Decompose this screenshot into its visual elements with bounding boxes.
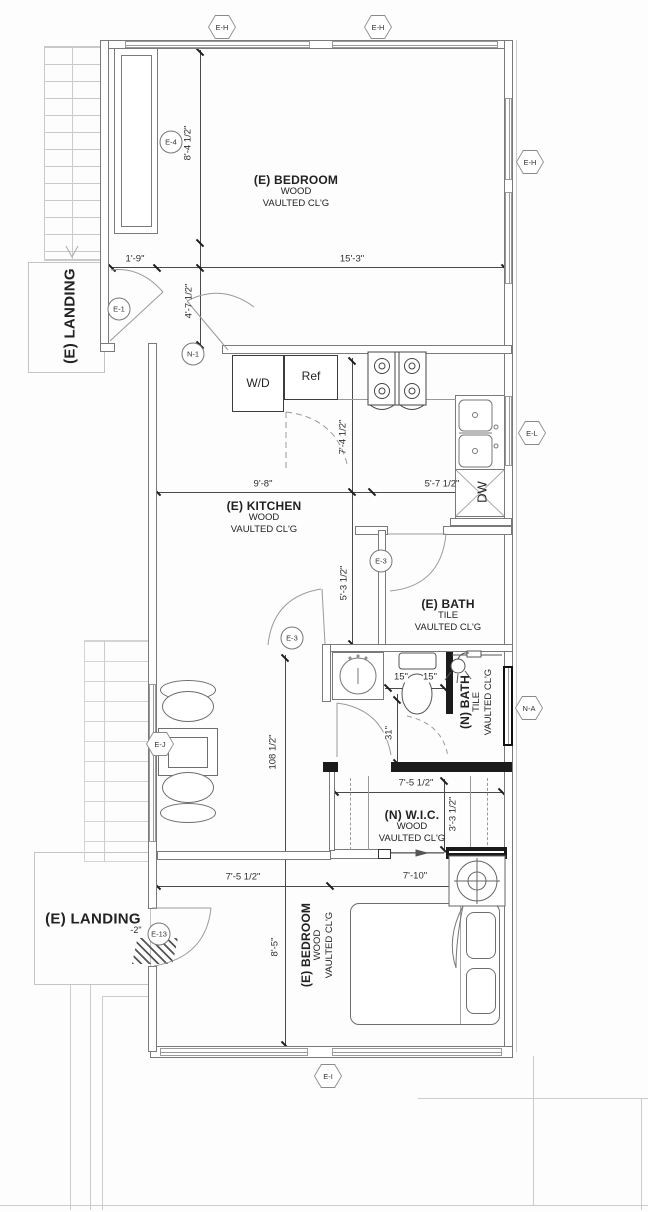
dim-toilet-left: 15": [394, 671, 408, 683]
dim-bedroom-width: 15'-3": [339, 253, 365, 265]
room-label-landing-upper: (E) LANDING: [61, 268, 79, 364]
range-icon: [368, 352, 426, 410]
room-finish: WOOD: [312, 929, 323, 961]
circle-marker-e3-lower: E-3: [281, 627, 304, 650]
circle-marker-e3-upper: E-3: [370, 550, 393, 573]
marker-label: E-L: [526, 428, 538, 438]
refrigerator-label: Ref: [301, 369, 321, 383]
marker-label: E-H: [215, 22, 229, 32]
kitchen-sink-icon: [459, 400, 498, 467]
marker-label: E-J: [154, 739, 166, 749]
dim-counter: 5'-7 1/2": [424, 478, 460, 490]
door-leaf: [322, 589, 325, 644]
powder-sink-icon: [340, 655, 376, 694]
dim-kitchen-upper: 7'-4 1/2": [337, 419, 349, 455]
room-finish: WOOD: [396, 821, 428, 832]
room-ceiling: VAULTED CL'G: [324, 911, 335, 979]
room-finish: WOOD: [280, 186, 312, 197]
room-label-wic: [379, 809, 445, 845]
door-arc-dashed: [407, 716, 448, 757]
circle-marker-e1: E-1: [108, 298, 131, 321]
dim-living-length: 108 1/2": [267, 734, 279, 770]
dim-bedroom2-right: 7'-10": [402, 870, 428, 882]
room-name: (E) BEDROOM: [299, 902, 313, 988]
hex-marker-eh-3: [516, 150, 544, 174]
room-ceiling: VAULTED CL'G: [414, 622, 482, 633]
room-ceiling: VAULTED CL'G: [262, 198, 330, 209]
room-label-kitchen: [227, 500, 302, 536]
hex-marker-ej: [146, 732, 174, 756]
ceiling-fixture-icon: [449, 856, 505, 906]
dim-wic-depth: 3'-3 1/2": [447, 796, 459, 832]
room-label-landing-lower: (E) LANDING: [45, 910, 141, 928]
hex-marker-el: [518, 421, 546, 445]
room-label-bedroom-bottom: [300, 903, 336, 987]
room-name: (N) BATH: [458, 674, 472, 730]
room-finish: WOOD: [248, 512, 280, 523]
dim-entry: 4'-7 1/2": [183, 283, 195, 319]
dishwasher-label: DW: [474, 481, 490, 503]
dim-toilet-right: 15": [423, 671, 437, 683]
hex-marker-na: [515, 696, 543, 720]
dim-kitchen-width: 9'-8": [253, 478, 273, 490]
room-label-bath-e: [415, 598, 481, 634]
dim-bedroom2-depth: 8'-5": [269, 937, 281, 957]
door-arc: [390, 534, 446, 591]
room-ceiling: VAULTED CL'G: [483, 668, 494, 736]
room-finish: TILE: [437, 610, 459, 621]
dim-wic-width: 7'-5 1/2": [398, 777, 434, 789]
room-label-bath-n: [459, 669, 495, 735]
marker-label: E-H: [371, 22, 385, 32]
dim-closet-width: 1'-9": [125, 253, 145, 265]
washer-dryer-label: W/D: [246, 376, 270, 390]
circle-marker-n1: N-1: [182, 343, 205, 366]
room-name: (E) BEDROOM: [253, 173, 339, 187]
bed-fold: [452, 906, 463, 968]
room-ceiling: VAULTED CL'G: [230, 524, 298, 535]
door-arc: [187, 293, 254, 307]
dim-step: -2": [130, 925, 142, 935]
room-label-bedroom-top: [254, 174, 338, 210]
dim-toilet-clearance: 31": [383, 726, 395, 740]
hex-marker-ei: [314, 1064, 342, 1088]
room-name: (E) BATH: [421, 597, 475, 611]
room-finish: TILE: [471, 691, 482, 713]
dim-kitchen-lower: 5'-3 1/2": [338, 565, 350, 601]
marker-label: E-I: [323, 1071, 333, 1081]
dim-bedroom2-left: 7'-5 1/2": [225, 871, 261, 883]
circle-marker-e13: E-13: [148, 923, 171, 946]
hex-marker-eh-2: [364, 15, 392, 39]
toilet-icon: [399, 653, 436, 714]
pocket-door-arrow-icon: [391, 850, 444, 856]
door-arc: [111, 269, 163, 292]
hex-marker-eh-1: [208, 15, 236, 39]
room-ceiling: VAULTED CL'G: [378, 833, 446, 844]
room-name: (E) KITCHEN: [226, 499, 302, 513]
room-name: (N) W.I.C.: [384, 808, 440, 822]
marker-label: E-H: [523, 157, 537, 167]
marker-label: N-A: [522, 703, 536, 713]
dim-closet-depth: 8'-4 1/2": [182, 125, 194, 161]
stair-arrow-icon: [66, 246, 78, 257]
circle-marker-e4: E-4: [160, 131, 183, 154]
